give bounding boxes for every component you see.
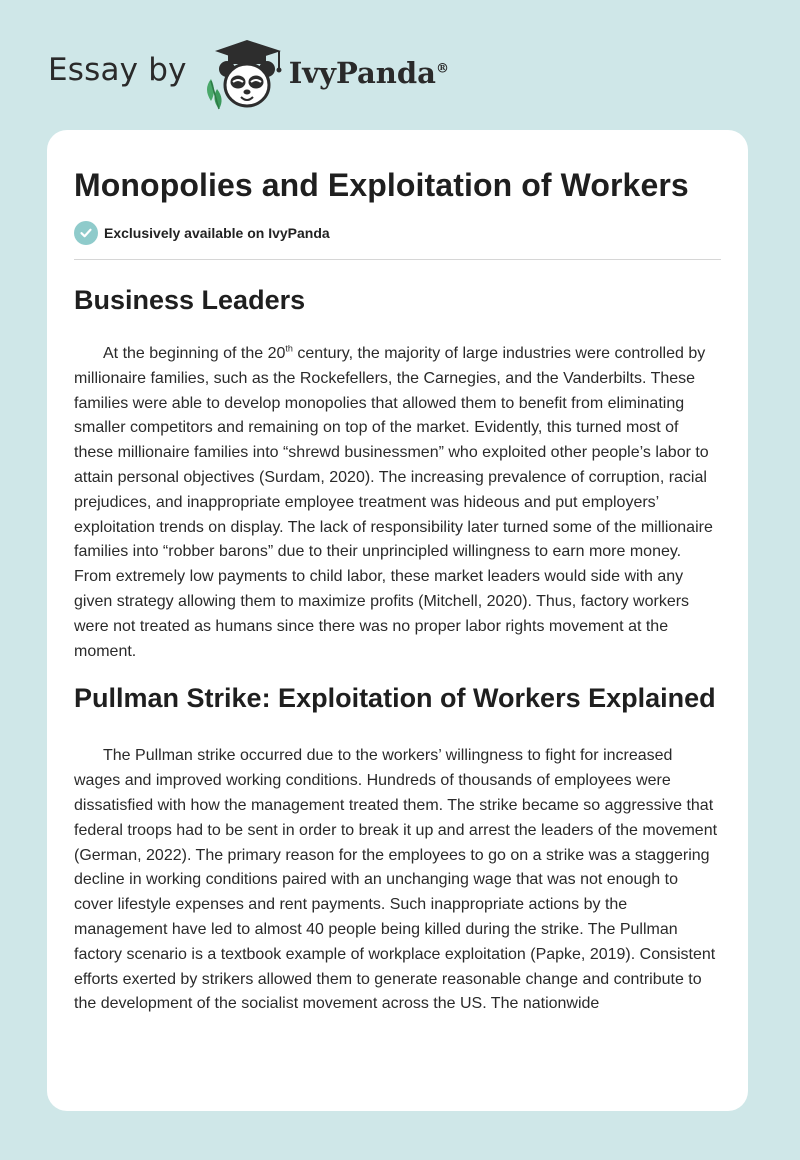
divider <box>74 259 721 260</box>
check-circle-icon <box>74 221 98 245</box>
section-business-leaders <box>74 280 721 664</box>
section-paragraph: The Pullman strike occurred due to the workers’ willingness to fight for increased wages and improved working conditions. Hundreds of thousands of employees were dissatisfied with how the management treated them. The strike became so aggressive that federal troops had to be sent in order to break it up and arrest the leaders of the movement (German, 2022). The primary reason for the employees to go on a strike was a staggering decline in working conditions paired with an unchanging wage that was not enough to cover lifestyle expenses and rent payments. Such inappropriate actions by the management have led to almost 40 people being killed during the strike. The Pullman factory scenario is a textbook example of workplace exploitation (Papke, 2019). Consistent efforts exerted by strikers allowed them to generate reasonable change and contribute to the development of the socialist movement across the US. The nationwide <box>74 747 718 1013</box>
exclusive-label: Exclusively available on IvyPanda <box>104 225 330 241</box>
exclusive-badge <box>74 221 721 245</box>
brand-name[interactable]: IvyPanda® <box>288 56 449 90</box>
section-pullman-strike <box>74 678 721 1017</box>
essay-card <box>47 130 748 1111</box>
panda-graduate-icon[interactable] <box>201 37 287 111</box>
section-heading: Business Leaders <box>74 285 306 315</box>
site-header <box>48 34 449 114</box>
brand-prefix: Essay by <box>48 52 187 88</box>
page-title: Monopolies and Exploitation of Workers <box>74 167 689 203</box>
section-heading: Pullman Strike: Exploitation of Workers Explained <box>74 683 716 714</box>
section-paragraph: At the beginning of the 20th century, the majority of large industries were controlled by millionaire families, such as the Rockefellers, the Carnegies, and the Vanderbilts. These families were able to develop monopolies that allowed them to benefit from eliminating smaller competitors and remaining on top of the market. Evidently, this turned most of these millionaire families into “shrewd businessmen” who exploited other people’s labor to attain personal objectives (Surdam, 2020). The increasing prevalence of corruption, racial prejudices, and inappropriate employee treatment was hideous and put employers’ exploitation trends on display. The lack of responsibility later turned some of the millionaire families into “robber barons” due to their unprincipled willingness to earn more money. From extremely low payments to child labor, these market leaders would side with any given strategy allowing them to maximize profits (Mitchell, 2020). Thus, factory workers were not treated as humans since there was no proper labor rights movement at the moment. <box>74 343 713 660</box>
